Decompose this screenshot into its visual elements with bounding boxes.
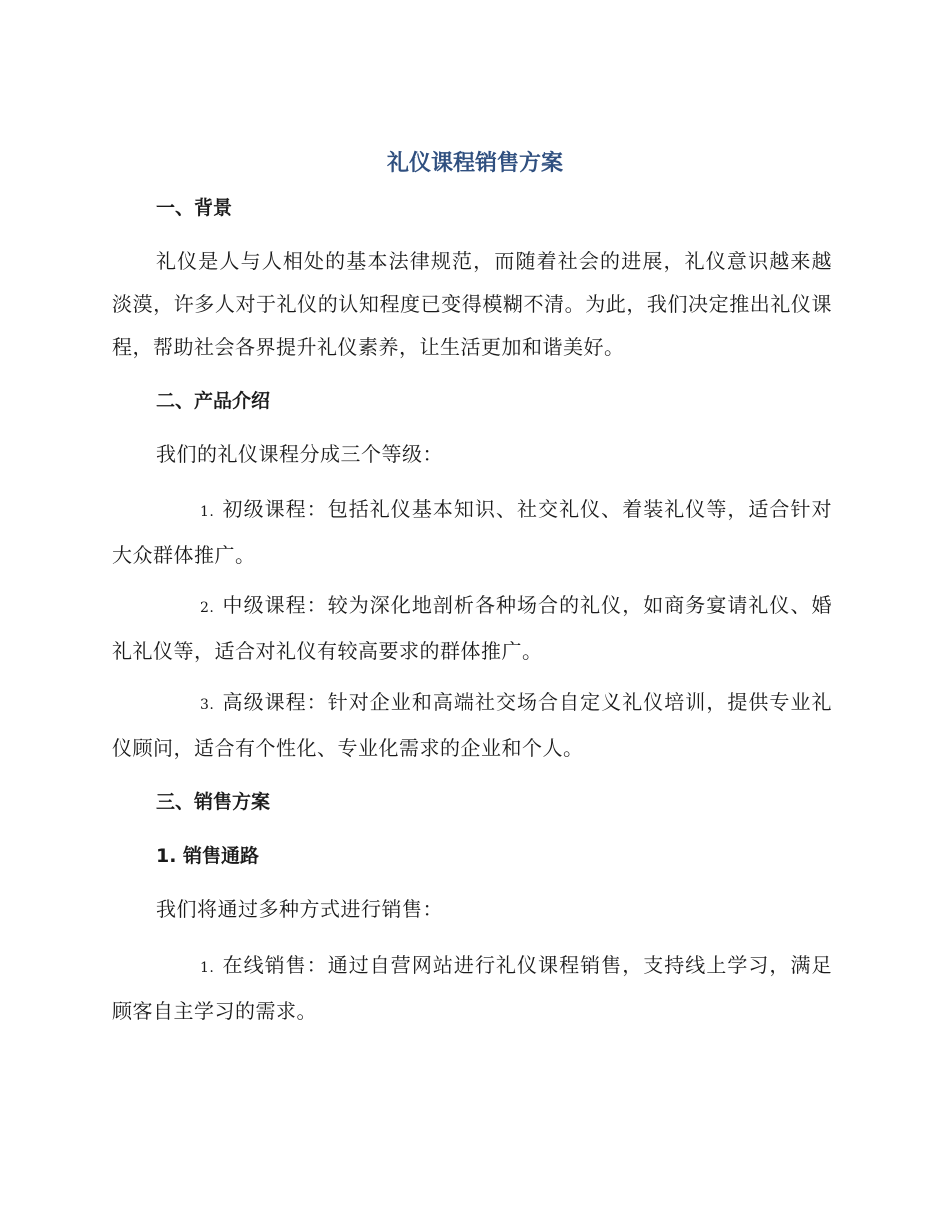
list-number: 2. [200,600,215,616]
product-intro-paragraph: 我们的礼仪课程分成三个等级： [156,442,443,466]
section-heading-sales: 三、销售方案 [156,791,271,813]
channel-intro-paragraph: 我们将通过多种方式进行销售： [156,897,443,921]
list-number: 1. [200,960,215,976]
subsection-heading-channels: 1. 销售通路 [156,845,260,867]
list-item-text: 高级课程：针对企业和高端社交场合自定义礼仪培训，提供专业礼仪顾问，适合有个性化、专业化需求的企业和个人。 [112,690,832,760]
product-list-item-3 [112,681,832,770]
channel-list-item-1 [112,944,832,1033]
list-number: 1. [200,504,215,520]
background-paragraph: 礼仪是人与人相处的基本法律规范，而随着社会的进展，礼仪意识越来越淡漠，许多人对于礼仪的认知程度已变得模糊不清。为此，我们决定推出礼仪课程，帮助社会各界提升礼仪素养，让生活更加和谐美好。 [112,249,832,359]
section-heading-background: 一、背景 [156,197,233,219]
document-title: 礼仪课程销售方案 [386,151,563,176]
list-item-text: 初级课程：包括礼仪基本知识、社交礼仪、着装礼仪等，适合针对大众群体推广。 [112,497,832,567]
list-item-text: 中级课程：较为深化地剖析各种场合的礼仪，如商务宴请礼仪、婚礼礼仪等，适合对礼仪有较高要求的群体推广。 [112,593,832,663]
section-heading-product: 二、产品介绍 [156,390,271,412]
product-list-item-2 [112,584,832,673]
product-list-item-1 [112,488,832,577]
list-number: 3. [200,697,215,713]
list-item-text: 在线销售：通过自营网站进行礼仪课程销售，支持线上学习，满足顾客自主学习的需求。 [112,953,832,1023]
